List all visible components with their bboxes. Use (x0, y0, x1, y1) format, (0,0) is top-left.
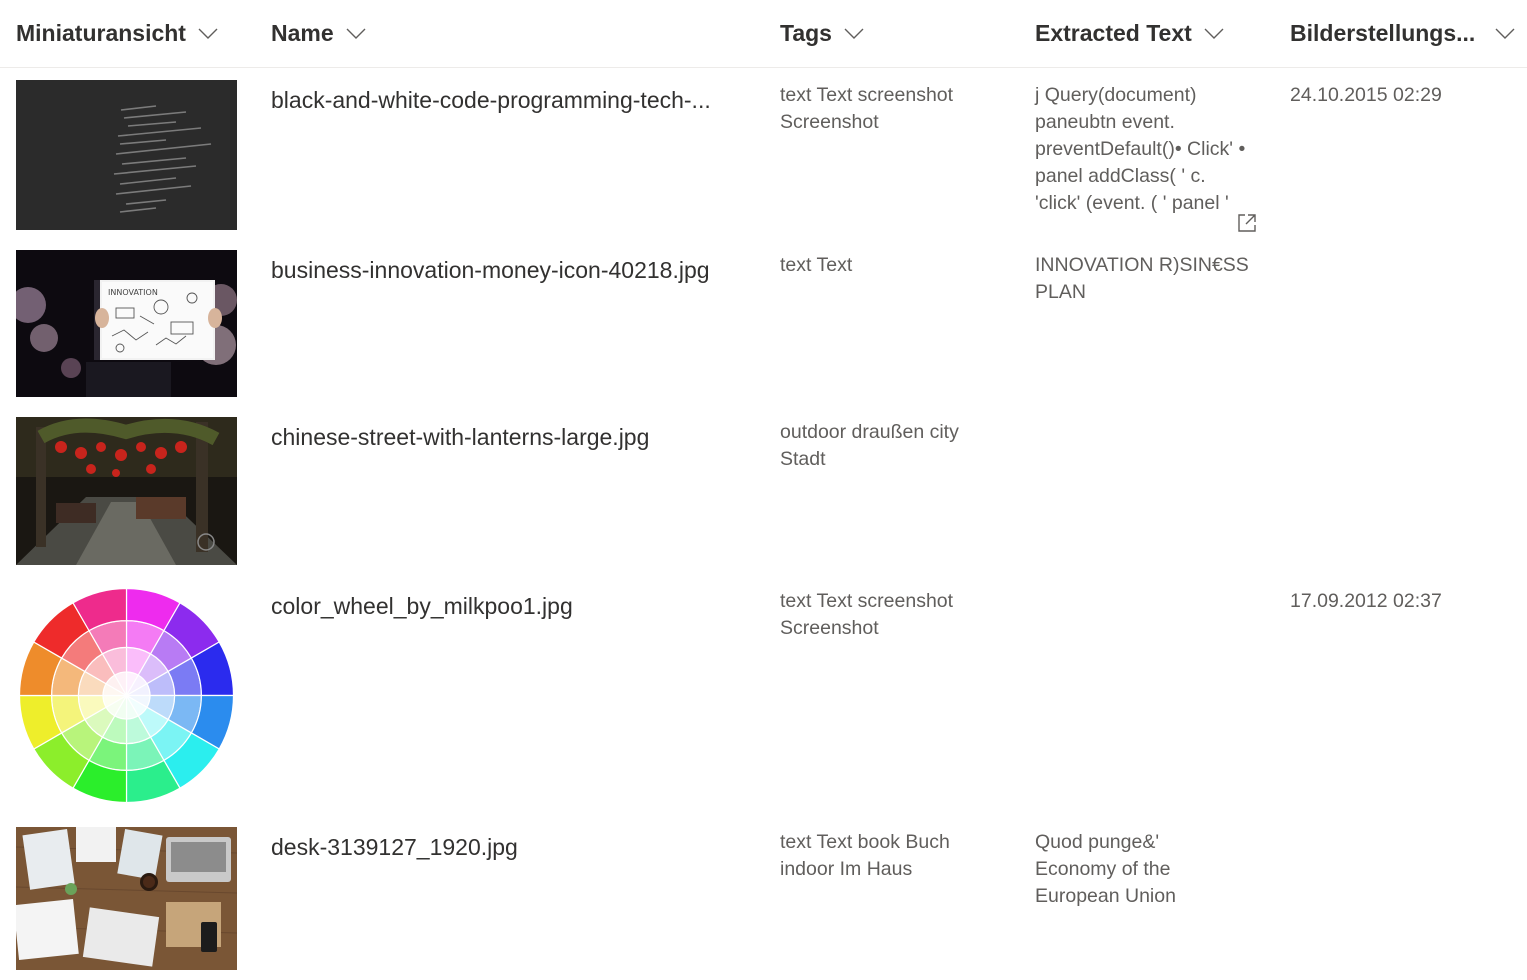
thumbnail-color-wheel-image[interactable] (16, 586, 237, 805)
extracted-text-line: Economy of the (1035, 858, 1171, 880)
column-header-label: Tags (780, 20, 832, 46)
column-header-label: Name (271, 20, 334, 46)
column-header-label: Miniaturansicht (16, 20, 186, 46)
tags-line: indoor Im Haus (780, 858, 913, 880)
chevron-down-icon (1204, 28, 1224, 40)
column-header-label: Bilderstellungs... (1290, 20, 1476, 46)
extracted-text-cell (1035, 252, 1270, 306)
column-header-row (0, 0, 1527, 68)
tags-line: text Text screenshot (780, 590, 954, 612)
tags-cell (780, 588, 1005, 642)
column-header-date[interactable] (1290, 0, 1515, 67)
file-name-link[interactable]: black-and-white-code-programming-tech-... (271, 87, 711, 113)
file-name-link[interactable]: color_wheel_by_milkpoo1.jpg (271, 593, 573, 619)
table-row[interactable] (0, 250, 1527, 410)
extracted-text-line: Quod punge&' (1035, 831, 1160, 853)
tags-cell (780, 419, 1005, 473)
tags-cell (780, 252, 1005, 279)
date-cell: 24.10.2015 02:29 (1290, 84, 1442, 106)
chevron-down-icon (346, 28, 366, 40)
table-row[interactable] (0, 827, 1527, 980)
chevron-down-icon (844, 28, 864, 40)
thumbnail-innovation-image[interactable] (16, 250, 237, 397)
file-name-link[interactable]: desk-3139127_1920.jpg (271, 834, 518, 860)
tags-line: Screenshot (780, 617, 879, 639)
column-header-tags[interactable] (780, 0, 1010, 67)
open-in-new-window-icon[interactable] (1237, 213, 1257, 238)
thumbnail-lantern-street-image[interactable] (16, 417, 237, 565)
chevron-down-icon (198, 28, 218, 40)
tags-line: Stadt (780, 448, 826, 470)
extracted-text-line: preventDefault()• Click' • (1035, 138, 1246, 160)
thumbnail-code-image[interactable] (16, 80, 237, 230)
extracted-text-line: panel addClass( ' c. (1035, 165, 1206, 187)
tags-line: text Text (780, 254, 853, 276)
tags-line: outdoor draußen city (780, 421, 959, 443)
extracted-text-cell (1035, 829, 1270, 910)
extracted-text-line: European Union (1035, 885, 1176, 907)
table-row[interactable] (0, 80, 1527, 240)
svg-text:INNOVATION: INNOVATION (108, 288, 158, 297)
file-name-link[interactable]: business-innovation-money-icon-40218.jpg (271, 257, 710, 283)
extracted-text-line: INNOVATION R)SIN€SS (1035, 254, 1249, 276)
tags-line: text Text screenshot (780, 84, 954, 106)
file-name-link[interactable]: chinese-street-with-lanterns-large.jpg (271, 424, 650, 450)
date-cell: 17.09.2012 02:37 (1290, 590, 1442, 612)
extracted-text-line: 'click' (event. ( ' panel ' (1035, 192, 1229, 214)
extracted-text-line: j Query(document) (1035, 84, 1197, 106)
tags-line: Screenshot (780, 111, 879, 133)
tags-cell (780, 829, 1005, 883)
column-header-thumbnail[interactable] (16, 0, 246, 67)
column-header-label: Extracted Text (1035, 20, 1192, 46)
column-header-extracted-text[interactable] (1035, 0, 1265, 67)
thumbnail-desk-image[interactable] (16, 827, 237, 970)
column-header-name[interactable] (271, 0, 761, 67)
table-row[interactable] (0, 417, 1527, 577)
tags-line: text Text book Buch (780, 831, 950, 853)
table-row[interactable] (0, 586, 1527, 816)
extracted-text-line: paneubtn event. (1035, 111, 1175, 133)
extracted-text-cell (1035, 82, 1270, 217)
chevron-down-icon (1495, 28, 1515, 40)
extracted-text-line: PLAN (1035, 281, 1086, 303)
tags-cell (780, 82, 1005, 136)
